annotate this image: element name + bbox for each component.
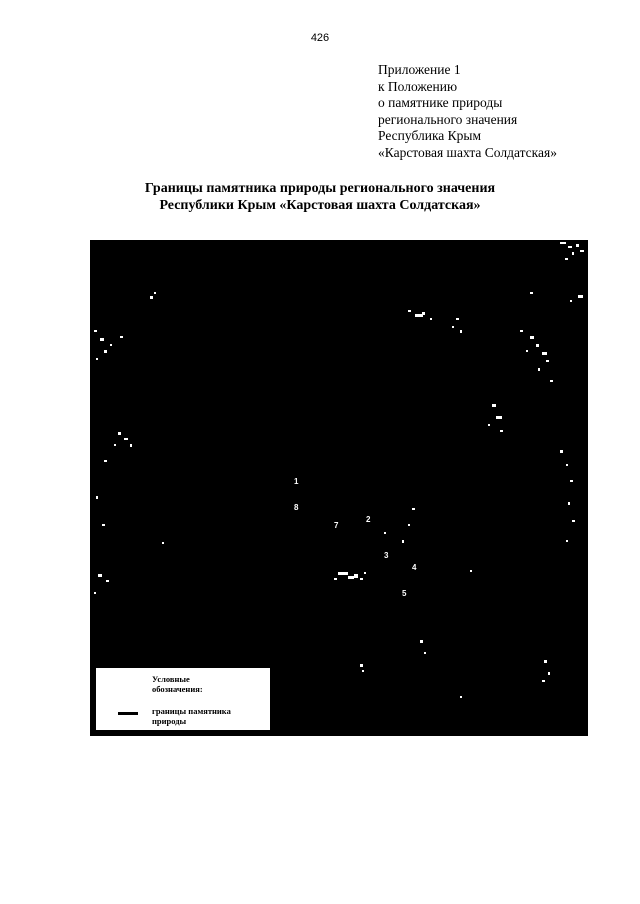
- point-label-7: 7: [334, 521, 339, 530]
- point-label-8: 8: [294, 503, 299, 512]
- map-speck: [488, 424, 490, 426]
- map-speck: [456, 318, 459, 320]
- map-speck: [118, 432, 121, 435]
- map-speck: [460, 330, 462, 333]
- map-speck: [408, 310, 411, 312]
- point-label-4: 4: [412, 563, 417, 572]
- map-speck: [530, 336, 534, 339]
- title-line: Границы памятника природы регионального значения: [144, 181, 496, 196]
- map-speck: [104, 350, 107, 353]
- map-speck: [526, 350, 528, 352]
- map-speck: [360, 664, 363, 667]
- map-speck: [544, 660, 547, 663]
- legend-title: [152, 674, 262, 694]
- map-speck: [566, 464, 568, 466]
- map-speck: [412, 508, 415, 510]
- map-speck: [120, 336, 123, 338]
- point-label-1: 1: [294, 477, 299, 486]
- legend-title-line: обозначения:: [152, 684, 203, 694]
- appendix-line: о памятнике природы: [378, 95, 503, 111]
- map-speck: [422, 312, 425, 315]
- map-speck: [104, 460, 107, 462]
- appendix-line: Приложение 1: [378, 62, 461, 77]
- map-speck: [570, 300, 572, 302]
- map-speck: [384, 532, 386, 534]
- map-speck: [452, 326, 454, 328]
- appendix-line: к Положению: [378, 78, 458, 94]
- appendix-line: Республика Крым: [378, 128, 482, 144]
- map-speck: [130, 444, 132, 447]
- boundary-line-symbol: [118, 712, 138, 715]
- map-speck: [96, 496, 98, 499]
- legend-item-line: природы: [152, 716, 187, 726]
- map-speck: [550, 380, 553, 382]
- map-speck: [415, 314, 423, 317]
- map-speck: [470, 570, 472, 572]
- map-speck: [408, 524, 410, 526]
- map-speck: [94, 592, 96, 594]
- point-label-2: 2: [366, 515, 371, 524]
- map-speck: [110, 344, 112, 346]
- appendix-line: «Карстовая шахта Солдатская»: [378, 144, 557, 160]
- map-speck: [460, 696, 462, 698]
- map-speck: [338, 572, 348, 575]
- boundary-map: [90, 240, 588, 736]
- map-speck: [568, 502, 570, 505]
- map-speck: [124, 438, 128, 440]
- map-speck: [348, 576, 354, 579]
- legend-item-line: границы памятника: [152, 706, 231, 716]
- map-speck: [106, 580, 109, 582]
- map-speck: [530, 292, 533, 294]
- map-speck: [364, 572, 366, 574]
- map-speck: [94, 330, 97, 332]
- map-speck: [546, 360, 549, 362]
- map-speck: [536, 344, 539, 347]
- map-speck: [402, 540, 404, 543]
- map-speck: [566, 540, 568, 542]
- map-speck: [568, 246, 572, 248]
- map-speck: [102, 524, 105, 526]
- point-label-3: 3: [384, 551, 389, 560]
- document-title: [0, 180, 640, 214]
- map-speck: [360, 578, 363, 580]
- map-speck: [565, 258, 568, 260]
- map-speck: [560, 450, 563, 453]
- map-speck: [162, 542, 164, 544]
- map-speck: [354, 574, 358, 578]
- map-speck: [580, 250, 584, 252]
- map-speck: [542, 352, 547, 355]
- map-speck: [98, 574, 102, 577]
- map-speck: [570, 480, 573, 482]
- appendix-header: [378, 62, 628, 162]
- map-speck: [520, 330, 523, 332]
- map-speck: [114, 444, 116, 446]
- map-speck: [548, 672, 550, 675]
- map-speck: [492, 404, 496, 407]
- map-speck: [96, 358, 98, 360]
- map-speck: [154, 292, 156, 294]
- map-speck: [500, 430, 503, 432]
- map-speck: [420, 640, 423, 643]
- map-speck: [150, 296, 153, 299]
- map-speck: [496, 416, 502, 419]
- map-speckles: [90, 240, 588, 736]
- legend-title-line: Условные: [152, 674, 190, 684]
- legend-item-boundary: [152, 706, 262, 726]
- map-speck: [578, 295, 583, 298]
- map-speck: [538, 368, 540, 371]
- point-label-5: 5: [402, 589, 407, 598]
- appendix-line: регионального значения: [378, 111, 518, 127]
- page-number: 426: [310, 32, 330, 44]
- map-speck: [362, 670, 364, 672]
- map-speck: [572, 252, 574, 255]
- map-speck: [100, 338, 104, 341]
- map-speck: [334, 578, 337, 580]
- title-line: Республики Крым «Карстовая шахта Солдатская»: [159, 198, 481, 213]
- map-speck: [576, 244, 579, 247]
- map-speck: [430, 318, 432, 320]
- map-speck: [560, 242, 566, 244]
- map-speck: [572, 520, 575, 522]
- map-speck: [424, 652, 426, 654]
- map-speck: [542, 680, 545, 682]
- map-legend: [96, 668, 270, 730]
